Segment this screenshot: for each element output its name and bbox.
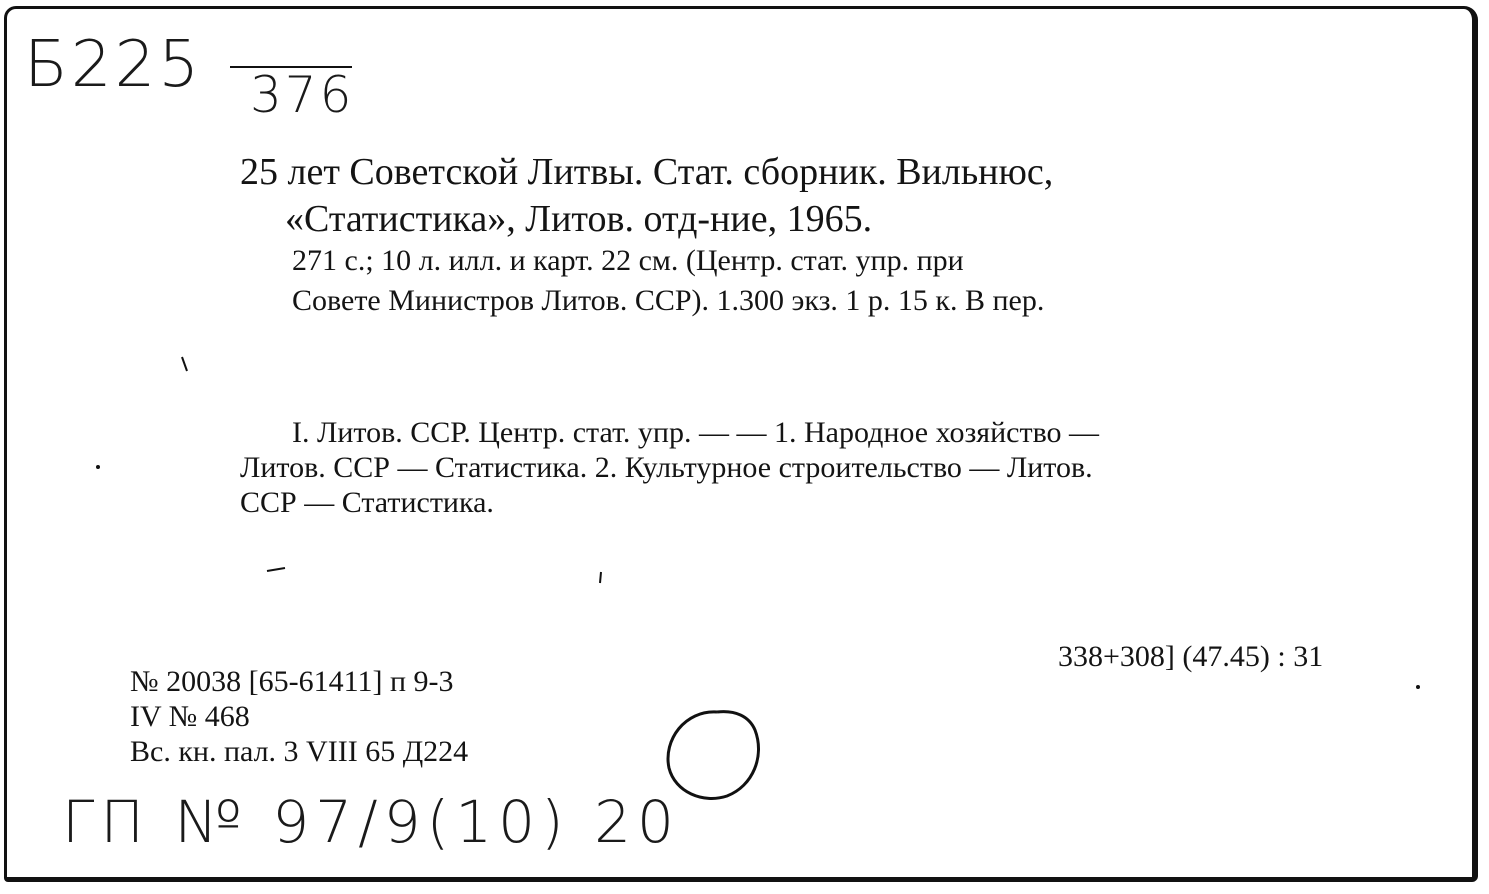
scan-speck-icon xyxy=(265,565,289,575)
registration-line-3: Вс. кн. пал. 3 VIII 65 Д224 xyxy=(130,735,469,768)
scan-speck-icon xyxy=(1416,685,1420,689)
imprint-line-2: Совете Министров Литов. ССР). 1.300 экз. 1 р. 15 к. В пер. xyxy=(292,284,1045,317)
registration-line-1: № 20038 [65-61411] п 9-3 xyxy=(130,665,454,698)
title-line-1: 25 лет Советской Литвы. Стат. сборник. Вильнюс, xyxy=(240,151,1054,193)
classification-code: 338+308] (47.45) : 31 xyxy=(1058,640,1324,673)
subject-line-2: Литов. ССР — Статистика. 2. Культурное строительство — Литов. xyxy=(240,451,1093,484)
scan-speck-icon xyxy=(180,355,190,375)
subject-line-1: I. Литов. ССР. Центр. стат. упр. — — 1. Народное хозяйство — xyxy=(292,416,1100,449)
registration-line-2: IV № 468 xyxy=(130,700,250,733)
title-line-2: «Статистика», Литов. отд-ние, 1965. xyxy=(285,198,873,240)
handwritten-location-note: ГП № 97/9(10) 20 xyxy=(62,788,680,856)
shelfmark-line-1: Б225 xyxy=(24,28,203,102)
scan-speck-icon xyxy=(597,570,605,586)
shelfmark-line-2: 376 xyxy=(250,66,355,124)
scan-speck-icon xyxy=(96,465,100,469)
imprint-line-1: 271 с.; 10 л. илл. и карт. 22 см. (Центр. стат. упр. при xyxy=(292,244,964,277)
subject-line-3: ССР — Статистика. xyxy=(240,486,494,519)
